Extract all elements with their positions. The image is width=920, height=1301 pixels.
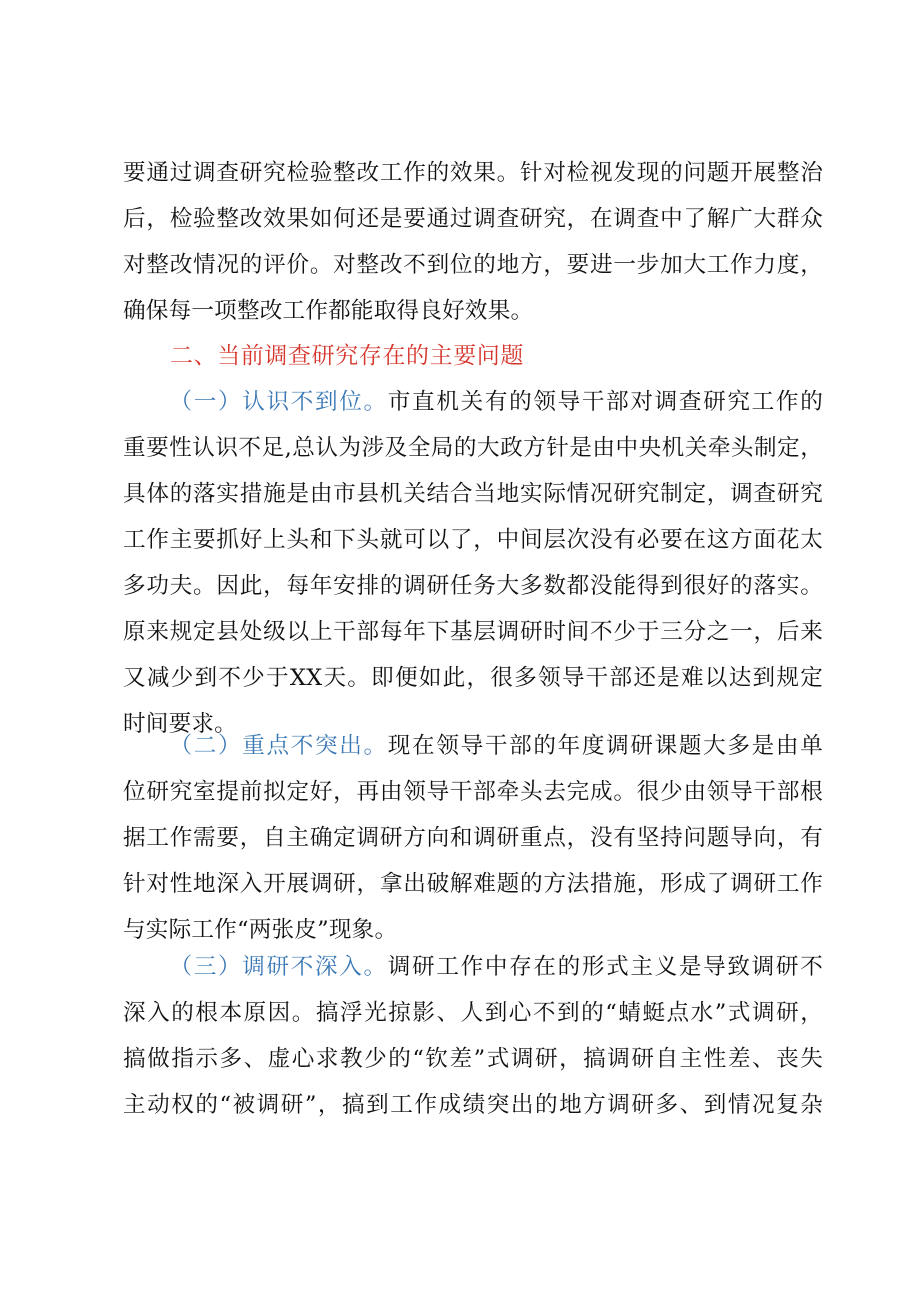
paragraph-line: 时间要求。 (123, 711, 237, 737)
paragraph-line: 针对性地深入开展调研，拿出破解难题的方法措施，形成了调研工作 (123, 871, 823, 897)
paragraph-line: 位研究室提前拟定好，再由领导干部牵头去完成。很少由领导干部根 (123, 779, 823, 805)
item-first-line-text: 市直机关有的领导干部对调查研究工作的 (387, 389, 823, 415)
paragraph-line: 多功夫。因此，每年安排的调研任务大多数都没能得到很好的落实。 (123, 573, 823, 599)
paragraph-first-line (123, 944, 823, 990)
paragraph-first-line (123, 723, 823, 769)
paragraph-line: 与实际工作“两张皮”现象。 (123, 917, 398, 943)
paragraph-line: 据工作需要，自主确定调研方向和调研重点，没有坚持问题导向，有 (123, 825, 823, 851)
item-lead: （三）调研不深入。 (168, 954, 388, 980)
paragraph-line: 重要性认识不足,总认为涉及全局的大政方针是由中央机关牵头制定， (123, 435, 823, 461)
paragraph-line: 工作主要抓好上头和下头就可以了，中间层次没有必要在这方面花太 (123, 527, 823, 553)
continuation-paragraph (123, 150, 823, 334)
item-paragraph-3 (123, 944, 823, 1128)
paragraph-line: 原来规定县处级以上干部每年下基层调研时间不少于三分之一，后来 (123, 619, 823, 645)
item-lead: （二）重点不突出。 (168, 733, 388, 759)
section-heading: 二、当前调查研究存在的主要问题 (170, 343, 524, 369)
item-lead: （一）认识不到位。 (168, 389, 388, 415)
paragraph-line: 搞做指示多、虚心求教少的“钦差”式调研，搞调研自主性差、丧失 (123, 1046, 823, 1072)
item-first-line-text: 现在领导干部的年度调研课题大多是由单 (387, 733, 823, 759)
paragraph-line: 深入的根本原因。搞浮光掠影、人到心不到的“蜻蜓点水”式调研， (123, 1000, 823, 1026)
paragraph-line: 后，检验整改效果如何还是要通过调查研究，在调查中了解广大群众 (123, 206, 823, 232)
paragraph-line: 确保每一项整改工作都能取得良好效果。 (123, 298, 534, 324)
paragraph-line: 具体的落实措施是由市县机关结合当地实际情况研究制定，调查研究 (123, 481, 823, 507)
item-paragraph-2 (123, 723, 823, 953)
paragraph-first-line (123, 379, 823, 425)
paragraph-line: 又减少到不少于XX天。即便如此，很多领导干部还是难以达到规定 (123, 665, 823, 691)
paragraph-line: 主动权的“被调研”，搞到工作成绩突出的地方调研多、到情况复杂 (123, 1092, 823, 1118)
item-first-line-text: 调研工作中存在的形式主义是导致调研不 (387, 954, 823, 980)
paragraph-line: 对整改情况的评价。对整改不到位的地方，要进一步加大工作力度， (123, 252, 823, 278)
item-paragraph-1 (123, 379, 823, 747)
paragraph-line: 要通过调查研究检验整改工作的效果。针对检视发现的问题开展整治 (123, 160, 823, 186)
